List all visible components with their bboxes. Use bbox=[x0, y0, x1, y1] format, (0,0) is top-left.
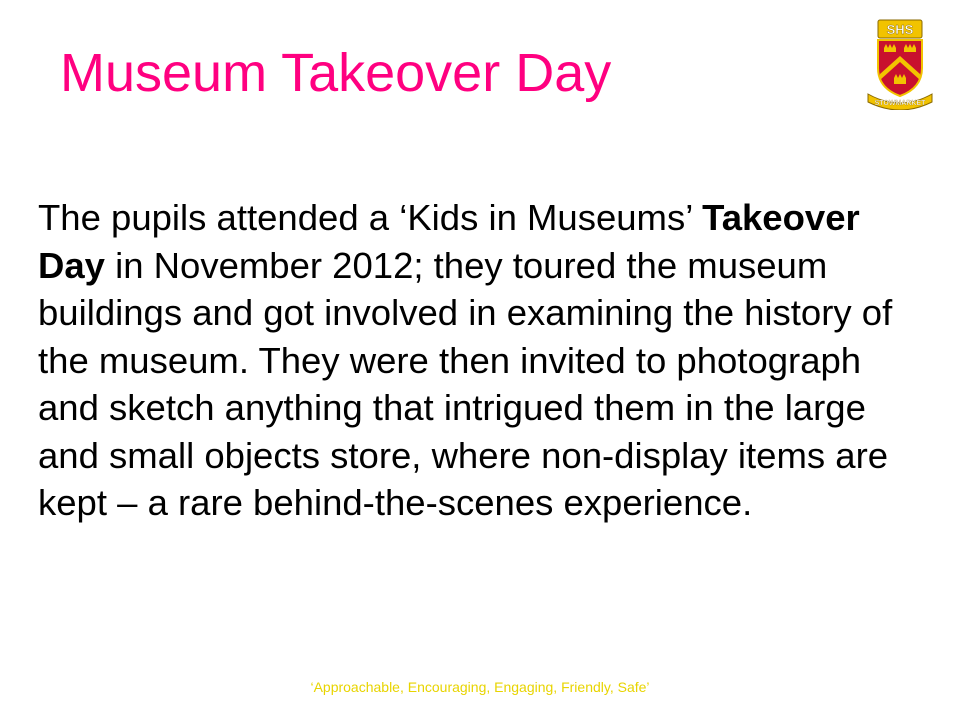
slide-body-text bbox=[38, 194, 928, 527]
body-text-part-2: in November 2012; they toured the museum buildings and got involved in examining the history of the museum. They were then invited to photograph and sketch anything that intrigued them in the large and small objects store, where non-display items are kept – a rare behind-the-scenes experience. bbox=[38, 244, 893, 523]
crest-top-text: SHS bbox=[886, 22, 914, 37]
crest-ribbon-text: STOWMARKET bbox=[874, 100, 926, 107]
slide-title: Museum Takeover Day bbox=[60, 43, 612, 103]
body-text-part-1: The pupils attended a ‘Kids in Museums’ bbox=[38, 197, 703, 238]
footer-motto: ‘Approachable, Encouraging, Engaging, Friendly, Safe’ bbox=[310, 679, 650, 695]
school-crest-icon bbox=[864, 18, 936, 110]
body-text-bold: Takeover Day bbox=[38, 197, 860, 286]
